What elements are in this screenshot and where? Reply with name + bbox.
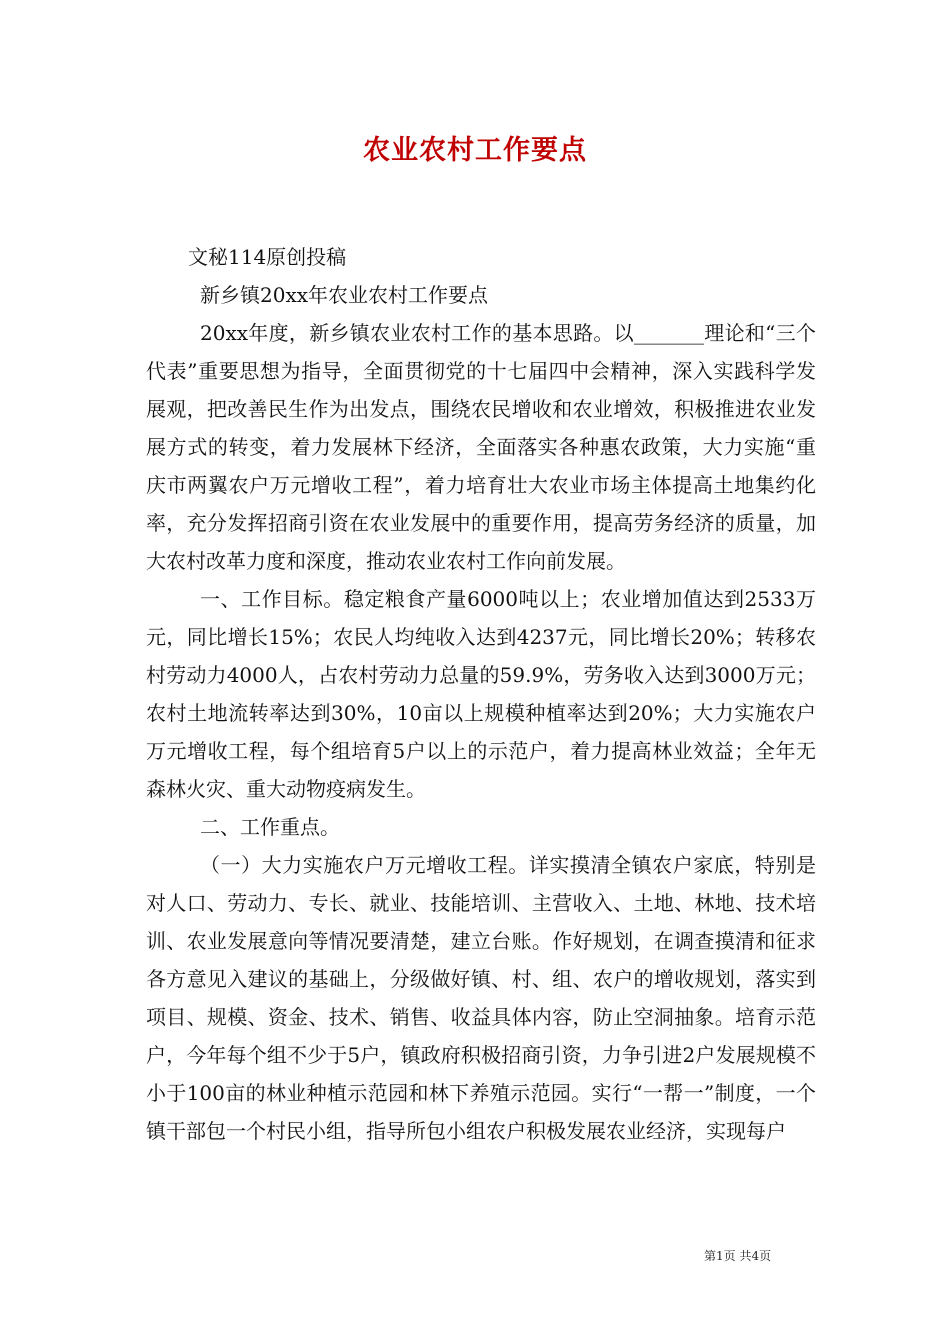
work-goals-paragraph: 一、工作目标。稳定粮食产量6000吨以上；农业增加值达到2533万元，同比增长15%；农民人均纯收入达到4237元，同比增长20%；转移农村劳动力4000人，占农村劳动力总量的59.9%，劳务收入达到3000万元；农村土地流转率达到30%，10亩以上规模种植率达到20%；大力实施农户万元增收工程，每个组培育5户以上的示范户，着力提高林业效益；全年无森林火灾、重大动物疫病发生。: [146, 587, 816, 801]
subtitle-paragraph: 新乡镇20xx年农业农村工作要点: [200, 283, 489, 307]
document-body: [146, 238, 816, 1150]
key-point-item-1-paragraph: （一）大力实施农户万元增收工程。详实摸清全镇农户家底，特别是对人口、劳动力、专长、就业、技能培训、主营收入、土地、林地、技术培训、农业发展意向等情况要清楚，建立台账。作好规划，在调查摸清和征求各方意见入建议的基础上，分级做好镇、村、组、农户的增收规划，落实到项目、规模、资金、技术、销售、收益具体内容，防止空洞抽象。培育示范户，今年每个组不少于5户，镇政府积极招商引资，力争引进2户发展规模不小于100亩的林业种植示范园和林下养殖示范园。实行“一帮一”制度，一个镇干部包一个村民小组，指导所包小组农户积极发展农业经济，实现每户: [146, 853, 816, 1143]
page-indicator: 第1页 共4页: [704, 1249, 772, 1263]
page-title: 农业农村工作要点: [363, 135, 587, 166]
work-key-points-heading: 二、工作重点。: [200, 815, 340, 839]
byline-paragraph: 文秘114原创投稿: [188, 245, 347, 269]
intro-paragraph: 20xx年度，新乡镇农业农村工作的基本思路。以_______理论和“三个代表”重要思想为指导，全面贯彻党的十七届四中会精神，深入实践科学发展观，把改善民生作为出发点，围绕农民增收和农业增效，积极推进农业发展方式的转变，着力发展林下经济，全面落实各种惠农政策，大力实施“重庆市两翼农户万元增收工程”，着力培育壮大农业市场主体提高土地集约化率，充分发挥招商引资在农业发展中的重要作用，提高劳务经济的质量，加大农村改革力度和深度，推动农业农村工作向前发展。: [146, 321, 816, 573]
